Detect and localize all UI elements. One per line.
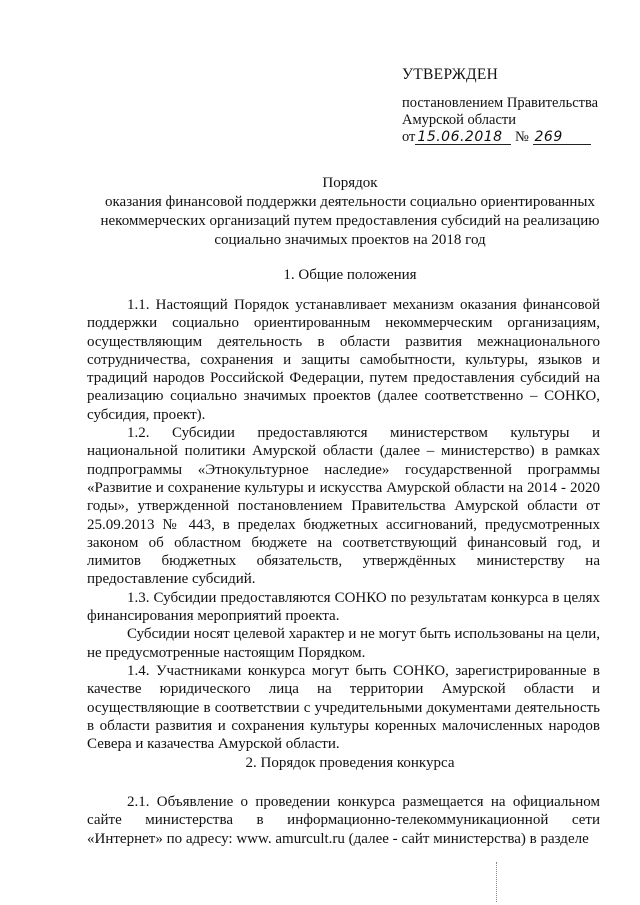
title-line-4: социально значимых проектов на 2018 год (214, 232, 486, 248)
paragraph-2-1: 2.1. Объявление о проведении конкурса размещается на официальном сайте министерства в информационно-телекоммуникационной сети «Интернет» по адресу: www. amurcult.ru (далее - сайт министерства) в разделе (87, 794, 600, 847)
title-line-2: оказания финансовой поддержки деятельности социально ориентированных (104, 194, 596, 210)
approval-date-line (402, 129, 632, 146)
paragraph-1-4: 1.4. Участниками конкурса могут быть СОНКО, зарегистрированные в качестве юридического лица на территории Амурской области и осуществляющие в соответствии с учредительными документами деятельность в области развития и сохранения культуры коренных малочисленных народов Севера и казачества Амурской области. (87, 662, 600, 753)
approval-line-2: Амурской области (402, 112, 516, 128)
date-prefix: от (402, 129, 416, 145)
document-title (70, 174, 630, 250)
approval-heading: УТВЕРЖДЕН (402, 66, 499, 83)
title-line-1: Порядок (322, 175, 378, 191)
handwritten-number: 269 (533, 130, 591, 145)
section-2-heading: 2. Порядок проведения конкурса (245, 755, 455, 771)
section-2-body (87, 793, 600, 848)
paragraph-1-3-note: Субсидии носят целевой характер и не могут быть использованы на цели, не предусмотренные настоящим Порядком. (87, 626, 600, 661)
number-prefix: № (515, 129, 529, 145)
title-line-3: некоммерческих организаций путем предоставления субсидий на реализацию (100, 213, 600, 229)
scan-fold-mark (496, 862, 498, 902)
paragraph-1-3: 1.3. Субсидии предоставляются СОНКО по результатам конкурса в целях финансирования мероприятий проекта. (87, 589, 600, 625)
approval-block (402, 66, 632, 146)
handwritten-date: 15.06.2018 (415, 130, 511, 145)
paragraph-1-2: 1.2. Субсидии предоставляются министерством культуры и национальной политики Амурской области (далее – министерство) в рамках подпрограммы «Этнокультурное наследие» государственной программы «Развитие и сохранение культуры и искусства Амурской области на 2014 - 2020 годы», утвержденной постановлением Правительства Амурской области от 25.09.2013 № 443, в пределах бюджетных ассигнований, предусмотренных законом об областном бюджете на соответствующий финансовый год, и лимитов бюджетных обязательств, утверждённых министерству на предоставление субсидий. (87, 425, 600, 588)
approval-line-1: постановлением Правительства (402, 95, 599, 111)
section-1-body (87, 296, 600, 753)
section-1-heading: 1. Общие положения (283, 267, 417, 283)
paragraph-1-1: 1.1. Настоящий Порядок устанавливает механизм оказания финансовой поддержки социально ориентированным некоммерческим организациям, осуществляющим деятельность в области развития межнационального сотрудничества, сохранения и защиты самобытности, культуры, языков и традиций народов Российской Федерации, путем предоставления субсидий на реализацию социально значимых проектов (далее соответственно – СОНКО, субсидия, проект). (87, 297, 600, 423)
